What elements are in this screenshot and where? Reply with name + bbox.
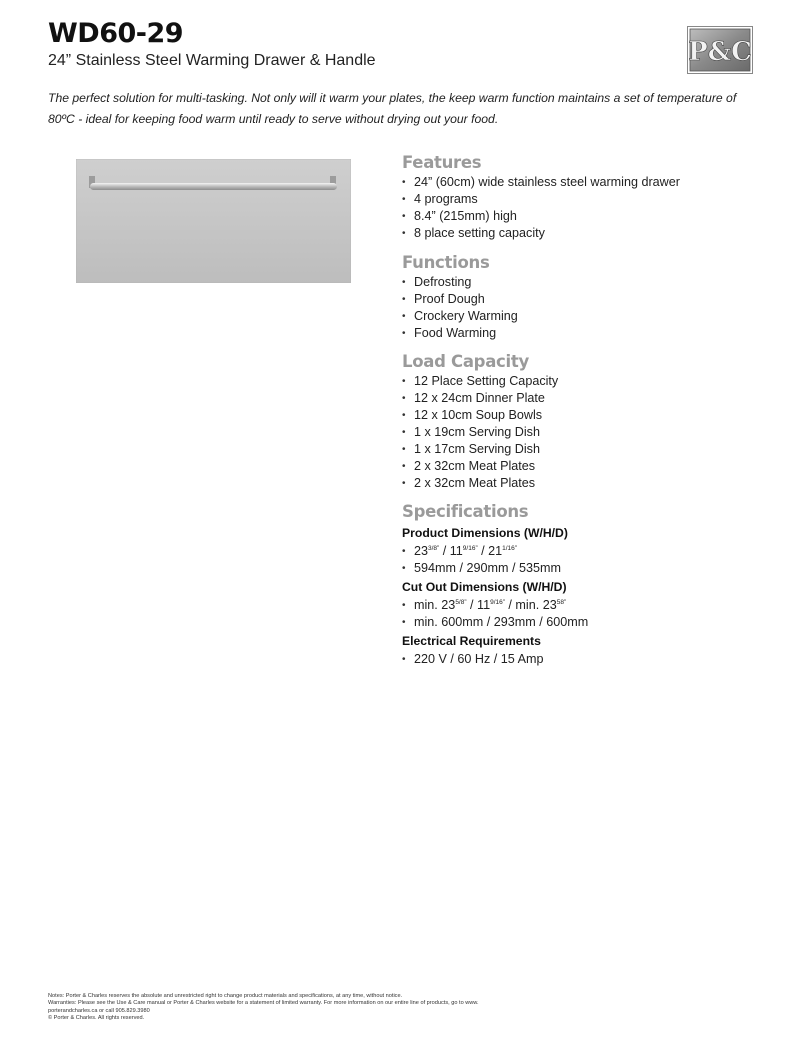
svg-text:P&C: P&C [688, 37, 752, 67]
product-dimensions-list [402, 543, 772, 577]
intro-paragraph: The perfect solution for multi-tasking. Not only will it warm your plates, the keep warm function maintains a set of temperature of 80ºC - ideal for keeping food warm until ready to serve without drying out your food. [48, 91, 737, 126]
list-item: • Food Warming [402, 325, 772, 342]
list-item: • 2 x 32cm Meat Plates [402, 458, 772, 475]
electrical-requirements-value: • 220 V / 60 Hz / 15 Amp [402, 651, 772, 668]
list-item: • 24” (60cm) wide stainless steel warming drawer [402, 174, 772, 191]
list-item: • 12 x 24cm Dinner Plate [402, 390, 772, 407]
spec-column [402, 152, 772, 668]
product-dimensions-heading: Product Dimensions (W/H/D) [402, 526, 568, 540]
list-item: • 1 x 19cm Serving Dish [402, 424, 772, 441]
list-item: • 8.4” (215mm) high [402, 208, 772, 225]
electrical-requirements-heading: Electrical Requirements [402, 634, 541, 648]
footer-warranties-line: Warranties: Please see the Use & Care manual or Porter & Charles website for a statement of limited warranty. For more information on our entire line of products, go to www. [48, 1000, 479, 1007]
electrical-requirements-list [402, 651, 772, 668]
cut-out-dimensions-imperial: • min. $23^{5/8”} / 11^{9/16”}$ / min. $23^{58”}$ [402, 597, 772, 614]
brand-logo [687, 26, 753, 74]
footer-notes [48, 993, 768, 1022]
load-capacity-heading: Load Capacity [402, 352, 529, 371]
list-item: • Crockery Warming [402, 308, 772, 325]
warming-drawer-image [76, 159, 351, 283]
list-item: • Defrosting [402, 274, 772, 291]
footer-notes-line: Notes: Porter & Charles reserves the absolute and unrestricted right to change product materials and specifications, at any time, without notice. [48, 993, 403, 999]
list-item: • 1 x 17cm Serving Dish [402, 441, 772, 458]
functions-list [402, 274, 772, 342]
list-item: • 8 place setting capacity [402, 225, 772, 242]
footer-contact-line: porterandcharles.ca or call 905.829.3980 [48, 1007, 150, 1014]
list-item: • 4 programs [402, 191, 772, 208]
list-item: • 2 x 32cm Meat Plates [402, 475, 772, 492]
specifications-heading: Specifications [402, 502, 529, 521]
list-item: • Proof Dough [402, 291, 772, 308]
product-dimensions-imperial: • $23^{3/8”} / 11^{9/16”} / 21^{1/16”}$ [402, 543, 772, 560]
features-list [402, 174, 772, 242]
product-dimensions-metric: • 594mm / 290mm / 535mm [402, 560, 772, 577]
features-heading: Features [402, 153, 482, 172]
list-item: • 12 x 10cm Soup Bowls [402, 407, 772, 424]
product-subtitle: 24” Stainless Steel Warming Drawer & Handle [48, 52, 376, 69]
load-capacity-list [402, 373, 772, 492]
footer-copyright-line: © Porter & Charles. All rights reserved. [48, 1014, 145, 1021]
cut-out-dimensions-heading: Cut Out Dimensions (W/H/D) [402, 580, 567, 594]
functions-heading: Functions [402, 253, 490, 272]
list-item: • 12 Place Setting Capacity [402, 373, 772, 390]
cut-out-dimensions-list [402, 597, 772, 631]
model-title: WD60-29 [48, 18, 184, 49]
cut-out-dimensions-metric: • min. 600mm / 293mm / 600mm [402, 614, 772, 631]
